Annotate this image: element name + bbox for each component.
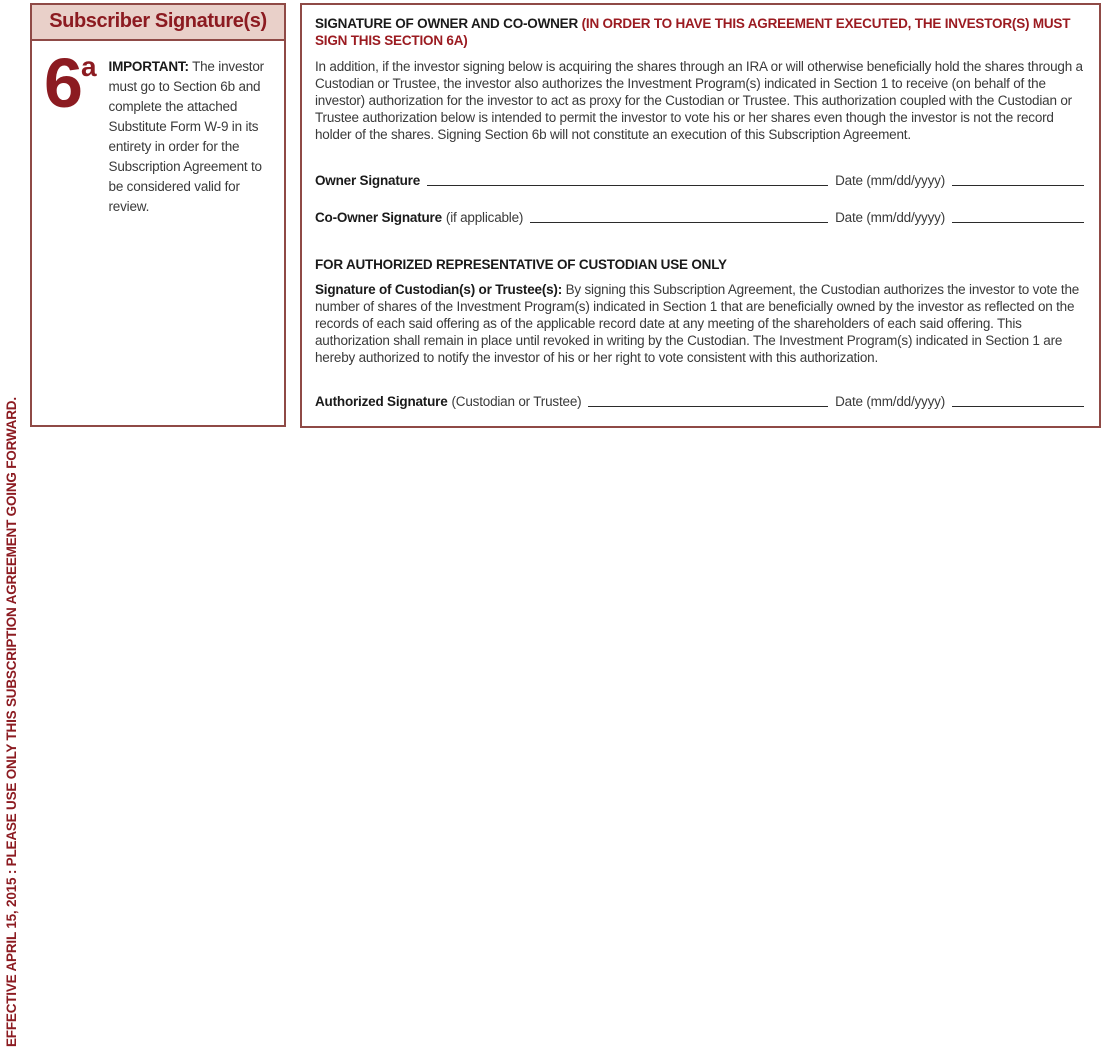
section-letter: a	[80, 51, 97, 82]
custodian-paragraph	[315, 281, 1086, 366]
section-6a-note-box	[30, 39, 286, 427]
effective-date-margin-note: EFFECTIVE APRIL 15, 2015 : PLEASE USE ONLY THIS SUBSCRIPTION AGREEMENT GOING FORWARD.	[4, 397, 19, 1047]
authorized-signature-row	[315, 394, 1086, 409]
authorized-signature-line	[588, 406, 828, 407]
co-owner-if-applicable-label: (if applicable)	[445, 210, 524, 225]
owner-date-line	[952, 185, 1084, 186]
owner-signature-row	[315, 173, 1086, 188]
authorized-date-line	[952, 406, 1084, 407]
owner-signature-label: Owner Signature	[315, 173, 421, 188]
co-owner-date-label: Date (mm/dd/yyyy)	[835, 210, 945, 225]
authorized-signature-label: Authorized Signature	[315, 394, 448, 409]
co-owner-signature-line	[530, 222, 828, 223]
custodian-use-only-heading: FOR AUTHORIZED REPRESENTATIVE OF CUSTODIAN USE ONLY	[315, 257, 727, 272]
owner-signature-line	[427, 185, 828, 186]
co-owner-date-line	[952, 222, 1084, 223]
subscriber-signatures-panel	[30, 3, 286, 427]
important-note-text: The investor must go to Section 6b and complete the attached Substitute Form W-9 in its entirety in order for the Subscription Agreement to be considered valid for review.	[108, 59, 264, 214]
signature-section-heading	[315, 15, 1086, 49]
custodian-paragraph-text: By signing this Subscription Agreement, the Custodian authorizes the investor to vote the number of shares of the Investment Program(s) indicated in Section 1 that are beneficially owned by the investor as reflected on the records of each said offering as of the applicable record date at any meeting of the shareholders of each said offering. This authorization shall remain in place until revoked in writing by the Custodian. The Investment Program(s) indicated in Section 1 are hereby authorized to notify the investor of his or her right to vote consistent with this authorization.	[315, 282, 1080, 365]
section-number: 6	[44, 44, 81, 122]
important-label: IMPORTANT:	[108, 59, 189, 74]
owner-date-label: Date (mm/dd/yyyy)	[835, 173, 945, 188]
important-note	[109, 57, 274, 217]
ira-custodian-paragraph: In addition, if the investor signing below is acquiring the shares through an IRA or will otherwise beneficially hold the shares through a Custodian or Trustee, the investor also authorizes the Investment Program(s) indicated in Section 1 to receive (on behalf of the investor) authorization for the investor to act as proxy for the Custodian or Trustee. This authorization coupled with the Custodian or Trustee authorization below is intended to permit the investor to vote his or her shares even though the investor is not the record holder of the shares. Signing Section 6b will not constitute an execution of this Subscription Agreement.	[315, 59, 1083, 142]
heading-owner-coowner: SIGNATURE OF OWNER AND CO-OWNER	[315, 16, 579, 31]
custodian-signature-lead-label: Signature of Custodian(s) or Trustee(s):	[315, 282, 563, 297]
section-number-6a	[44, 44, 97, 122]
subscriber-signatures-header: Subscriber Signature(s)	[30, 3, 286, 41]
signature-section-panel	[300, 3, 1101, 428]
custodian-or-trustee-label: (Custodian or Trustee)	[451, 394, 582, 409]
co-owner-signature-label: Co-Owner Signature	[315, 210, 442, 225]
co-owner-signature-row	[315, 210, 1086, 225]
authorized-date-label: Date (mm/dd/yyyy)	[835, 394, 945, 409]
heading-execution-note: (IN ORDER TO HAVE THIS AGREEMENT EXECUTED, THE INVESTOR(S) MUST SIGN THIS SECTION 6A)	[315, 16, 1071, 48]
